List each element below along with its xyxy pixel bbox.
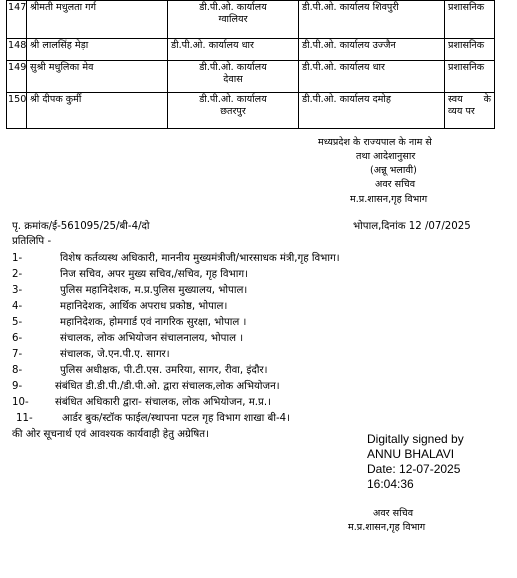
list-item: संबंधित अधिकारी द्वारा- संचालक, लोक अभियोजन, म.प्र.। <box>55 397 271 408</box>
row-number: 147 <box>7 1 27 39</box>
list-item-number: 8- <box>12 365 23 376</box>
footer-dept: म.प्र.शासन,गृह विभाग <box>348 522 426 533</box>
to-office: डी.पी.ओ. कार्यालय धार <box>299 61 445 93</box>
employee-name: श्री दीपक कुर्मी <box>27 93 168 129</box>
transfer-reason: प्रशासनिक <box>445 39 495 61</box>
list-item: संबंधित डी.डी.पी./डी.पी.ओ. द्वारा संचालक,लोक अभियोजन। <box>55 381 280 392</box>
list-item-number: 9- <box>12 381 23 392</box>
list-item-number: 4- <box>12 301 23 312</box>
table-row <box>7 39 495 61</box>
list-item-number: 6- <box>12 333 23 344</box>
list-item: पुलिस महानिदेशक, म.प्र.पुलिस मुख्यालय, भोपाल। <box>60 285 248 296</box>
list-item-number: 3- <box>12 285 23 296</box>
list-item: आर्डर बुक/स्टॉक फाईल/स्थापना पटल गृह विभाग शाखा बी-4। <box>62 413 290 424</box>
employee-name: सुश्री मधुलिका मेव <box>27 61 168 93</box>
row-number: 150 <box>7 93 27 129</box>
copy-closing: की ओर सूचनार्थ एवं आवश्यक कार्यवाही हेतु अग्रेषित। <box>12 429 209 440</box>
transfer-reason: स्वय के व्यय पर <box>445 93 495 129</box>
list-item-number: 1- <box>12 253 23 264</box>
reference-date: भोपाल,दिनांक 12 /07/2025 <box>353 221 471 232</box>
list-item: संचालक, लोक अभियोजन संचालनालय, भोपाल । <box>60 333 244 344</box>
footer-designation: अवर सचिव <box>373 508 414 519</box>
from-office: डी.पी.ओ. कार्यालय धार <box>168 39 299 61</box>
list-item: महानिदेशक, होमगार्ड एवं नागरिक सुरक्षा, भोपाल । <box>60 317 247 328</box>
order-line-1: मध्यप्रदेश के राज्यपाल के नाम से <box>318 137 432 148</box>
transfer-reason: प्रशासनिक <box>445 1 495 39</box>
from-office: डी.पी.ओ. कार्यालय ग्वालियर <box>168 1 299 39</box>
table-row <box>7 61 495 93</box>
list-item: संचालक, जे.एन.पी.ए. सागर। <box>60 349 170 360</box>
to-office: डी.पी.ओ. कार्यालय दमोह <box>299 93 445 129</box>
transfer-table <box>6 0 495 129</box>
order-line-2: तथा आदेशानुसार <box>356 151 416 162</box>
from-office: डी.पी.ओ. कार्यालय छतरपुर <box>168 93 299 129</box>
reference-number: पृ. क्रमांक/ई-561095/25/बी-4/दो <box>12 221 150 232</box>
employee-name: श्रीमती मधुलता गर्ग <box>27 1 168 39</box>
table-row <box>7 93 495 129</box>
transfer-reason: प्रशासनिक <box>445 61 495 93</box>
table-row <box>7 1 495 39</box>
row-number: 149 <box>7 61 27 93</box>
list-item: विशेष कर्तव्यस्थ अधिकारी, माननीय मुख्यमंत्रीजी/भारसाधक मंत्री,गृह विभाग। <box>60 253 340 264</box>
list-item-number: 7- <box>12 349 23 360</box>
list-item-number: 5- <box>12 317 23 328</box>
signatory-dept: म.प्र.शासन,गृह विभाग <box>350 194 428 205</box>
digital-signature: Digitally signed by ANNU BHALAVI Date: 12-07-2025 16:04:36 <box>367 432 464 491</box>
from-office: डी.पी.ओ. कार्यालय देवास <box>168 61 299 93</box>
list-item: निज सचिव, अपर मुख्य सचिव,/सचिव, गृह विभाग। <box>60 269 248 280</box>
list-item-number: 2- <box>12 269 23 280</box>
list-item-number: 10- <box>12 397 29 408</box>
to-office: डी.पी.ओ. कार्यालय उज्जैन <box>299 39 445 61</box>
row-number: 148 <box>7 39 27 61</box>
list-item: पुलिस अधीक्षक, पी.टी.एस. उमरिया, सागर, रीवा, इंदौर। <box>60 365 268 376</box>
list-item-number: 11- <box>16 413 33 424</box>
employee-name: श्री लालसिंह मेड़ा <box>27 39 168 61</box>
signatory-designation: अवर सचिव <box>375 179 416 190</box>
signatory-name: (अन्नू भलावी) <box>370 165 417 176</box>
list-item: महानिदेशक, आर्थिक अपराध प्रकोष्ठ, भोपाल। <box>60 301 228 312</box>
copy-heading: प्रतिलिपि - <box>12 236 52 247</box>
to-office: डी.पी.ओ. कार्यालय शिवपुरी <box>299 1 445 39</box>
